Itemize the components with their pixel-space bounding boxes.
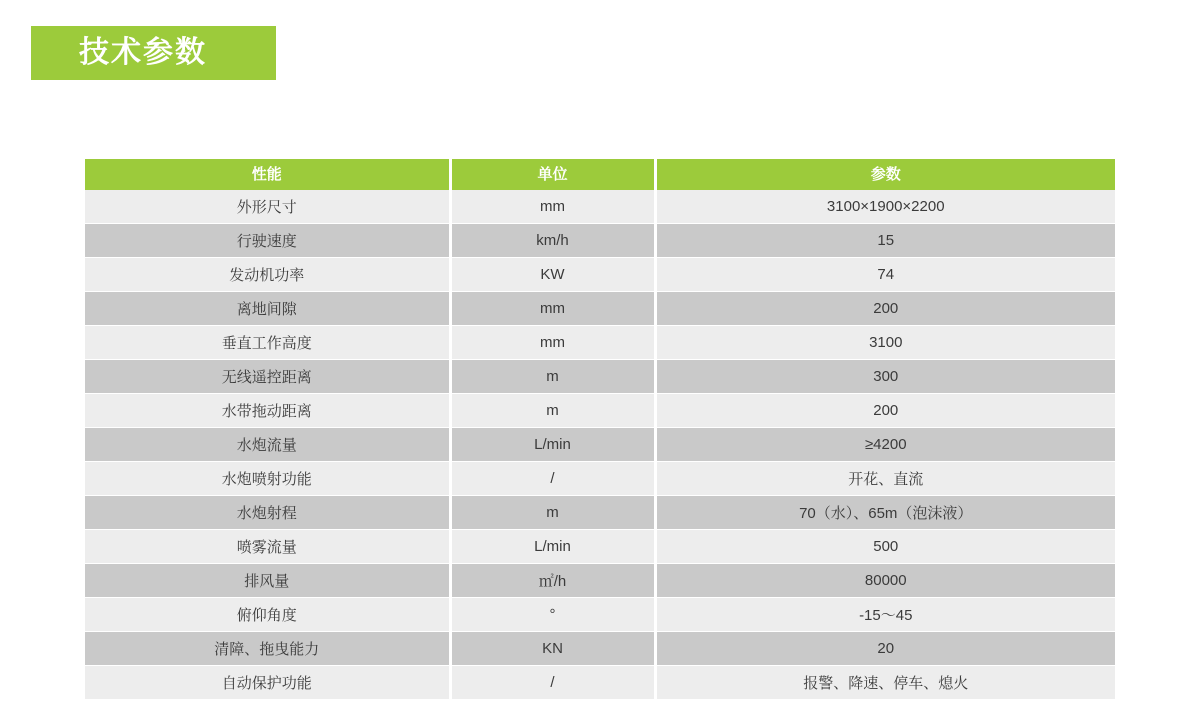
cell-unit: m [450, 360, 655, 394]
table-row [85, 632, 1115, 666]
cell-performance: 发动机功率 [85, 258, 450, 292]
cell-performance: 水炮喷射功能 [85, 462, 450, 496]
cell-performance: 无线遥控距离 [85, 360, 450, 394]
cell-performance: 行驶速度 [85, 224, 450, 258]
section-title-badge [31, 26, 276, 80]
cell-parameter: -15～45 [655, 598, 1115, 632]
cell-performance: 垂直工作高度 [85, 326, 450, 360]
column-header-parameter: 参数 [655, 159, 1115, 190]
table-row [85, 224, 1115, 258]
cell-performance: 离地间隙 [85, 292, 450, 326]
table-row [85, 360, 1115, 394]
table-header [85, 159, 1115, 190]
cell-parameter: 300 [655, 360, 1115, 394]
table-row [85, 530, 1115, 564]
cell-parameter: 报警、降速、停车、熄火 [655, 666, 1115, 700]
cell-parameter: 500 [655, 530, 1115, 564]
cell-parameter: 80000 [655, 564, 1115, 598]
cell-unit: ° [450, 598, 655, 632]
cell-performance: 水炮流量 [85, 428, 450, 462]
table-body [85, 190, 1115, 700]
cell-parameter: 70（水）、65m（泡沫液） [655, 496, 1115, 530]
cell-unit: mm [450, 326, 655, 360]
cell-unit: L/min [450, 530, 655, 564]
cell-performance: 俯仰角度 [85, 598, 450, 632]
cell-unit: / [450, 462, 655, 496]
cell-unit: m [450, 496, 655, 530]
cell-parameter: 200 [655, 394, 1115, 428]
table-row [85, 292, 1115, 326]
cell-unit: KW [450, 258, 655, 292]
cell-performance: 水炮射程 [85, 496, 450, 530]
table-row [85, 258, 1115, 292]
cell-unit: ㎡/h [450, 564, 655, 598]
cell-parameter: 20 [655, 632, 1115, 666]
cell-unit: km/h [450, 224, 655, 258]
technical-parameters-table [85, 159, 1115, 700]
cell-performance: 清障、拖曳能力 [85, 632, 450, 666]
cell-unit: / [450, 666, 655, 700]
cell-parameter: 15 [655, 224, 1115, 258]
cell-parameter: ≥4200 [655, 428, 1115, 462]
cell-unit: L/min [450, 428, 655, 462]
cell-performance: 自动保护功能 [85, 666, 450, 700]
page-title: 技术参数 [79, 36, 207, 69]
cell-parameter: 3100×1900×2200 [655, 190, 1115, 224]
cell-parameter: 开花、直流 [655, 462, 1115, 496]
cell-unit: mm [450, 190, 655, 224]
cell-unit: m [450, 394, 655, 428]
cell-parameter: 3100 [655, 326, 1115, 360]
cell-performance: 外形尺寸 [85, 190, 450, 224]
table-row [85, 564, 1115, 598]
table-row [85, 394, 1115, 428]
cell-performance: 水带拖动距离 [85, 394, 450, 428]
cell-unit: KN [450, 632, 655, 666]
cell-performance: 排风量 [85, 564, 450, 598]
table-row [85, 190, 1115, 224]
table-row [85, 496, 1115, 530]
column-header-performance: 性能 [85, 159, 450, 190]
cell-parameter: 74 [655, 258, 1115, 292]
cell-performance: 喷雾流量 [85, 530, 450, 564]
cell-parameter: 200 [655, 292, 1115, 326]
table-row [85, 666, 1115, 700]
table-row [85, 598, 1115, 632]
table-row [85, 462, 1115, 496]
table-row [85, 326, 1115, 360]
column-header-unit: 单位 [450, 159, 655, 190]
table-row [85, 428, 1115, 462]
table-header-row [85, 159, 1115, 190]
cell-unit: mm [450, 292, 655, 326]
